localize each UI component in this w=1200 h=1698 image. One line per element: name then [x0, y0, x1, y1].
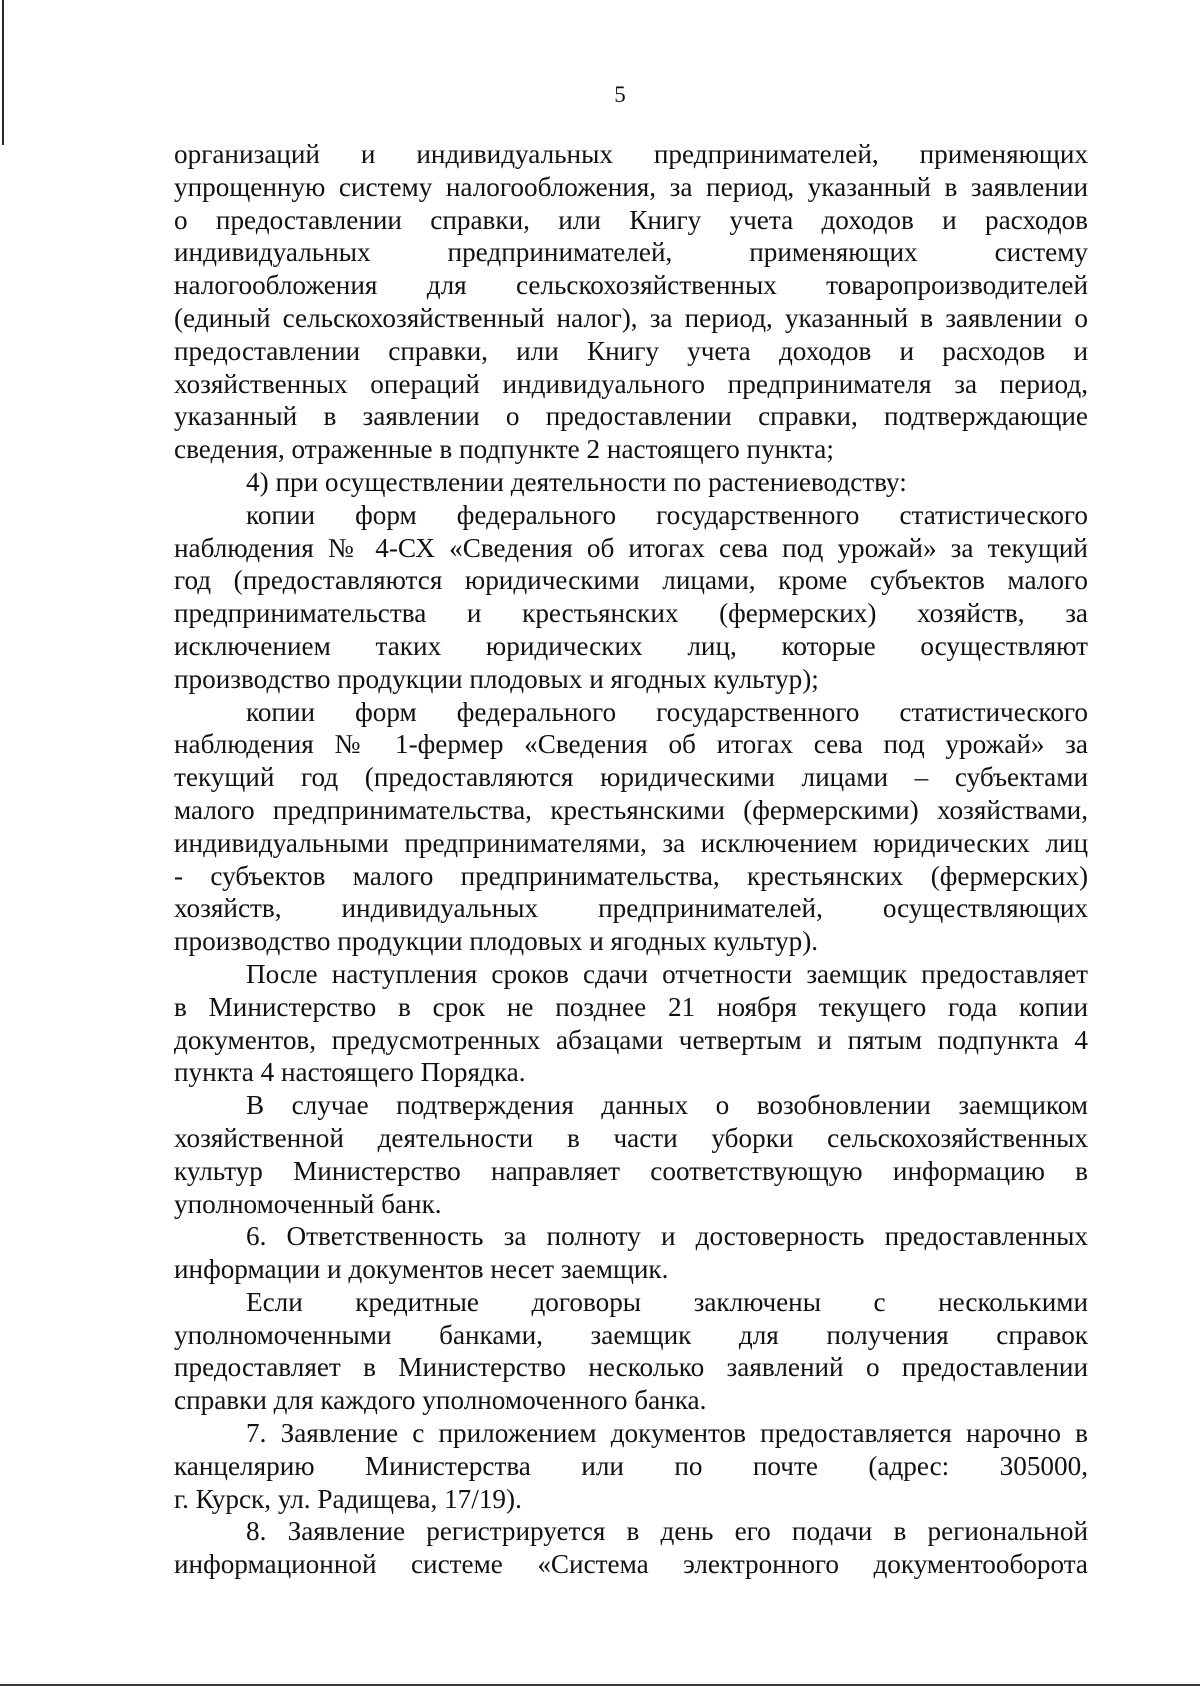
- text-line: информационной системе «Система электронного документооборота: [174, 1549, 1088, 1580]
- text-line: 4) при осуществлении деятельности по растениеводству:: [246, 466, 907, 497]
- text-line: культур Министерство направляет соответствующую информацию в: [174, 1155, 1088, 1186]
- text-line: наблюдения № 4-СХ «Сведения об итогах сева под урожай» за текущий: [174, 532, 1088, 563]
- paragraph-subitem-4: [174, 466, 1088, 499]
- text-line: указанный в заявлении о предоставлении справки, подтверждающие: [174, 401, 1088, 432]
- document-body: [174, 138, 1088, 1581]
- text-line: о предоставлении справки, или Книгу учета доходов и расходов: [174, 204, 1088, 235]
- page-number: 5: [614, 82, 626, 107]
- text-line: пункта 4 настоящего Порядка.: [174, 1057, 526, 1088]
- text-line: предоставляет в Министерство несколько заявлений о предоставлении: [174, 1352, 1088, 1383]
- paragraph-confirmation: [174, 1089, 1088, 1220]
- text-line: хозяйственных операций индивидуального предпринимателя за период,: [174, 368, 1088, 399]
- text-line: информации и документов несет заемщик.: [174, 1254, 669, 1285]
- text-line: производство продукции плодовых и ягодных культур).: [174, 926, 819, 957]
- text-line: В случае подтверждения данных о возобновлении заемщиком: [246, 1090, 1088, 1121]
- text-line: (единый сельскохозяйственный налог), за период, указанный в заявлении о: [174, 302, 1088, 333]
- text-line: документов, предусмотренных абзацами четвертым и пятым подпункта 4: [174, 1024, 1088, 1055]
- paragraph-copies-1-fermer: [174, 696, 1088, 958]
- text-line: После наступления сроков сдачи отчетности заемщик предоставляет: [246, 958, 1088, 989]
- text-line: канцелярию Министерства или по почте (адрес: 305000,: [174, 1450, 1088, 1481]
- text-line: текущий год (предоставляются юридическими лицами – субъектами: [174, 762, 1088, 793]
- text-line: 7. Заявление с приложением документов предоставляется нарочно в: [246, 1418, 1088, 1449]
- paragraph-continuation: [174, 138, 1088, 466]
- text-line: копии форм федерального государственного статистического: [246, 696, 1088, 727]
- text-line: хозяйственной деятельности в части уборки сельскохозяйственных: [174, 1122, 1088, 1153]
- text-line: предпринимательства и крестьянских (фермерских) хозяйств, за: [174, 598, 1088, 629]
- paragraph-after-reporting: [174, 958, 1088, 1089]
- paragraph-item-8: [174, 1515, 1088, 1581]
- text-line: уполномоченный банк.: [174, 1188, 442, 1219]
- paragraph-several-banks: [174, 1286, 1088, 1417]
- text-line: копии форм федерального государственного статистического: [246, 499, 1088, 530]
- text-line: 6. Ответственность за полноту и достоверность предоставленных: [246, 1221, 1088, 1252]
- text-line: в Министерство в срок не позднее 21 ноября текущего года копии: [174, 991, 1088, 1022]
- text-line: индивидуальных предпринимателей, применяющих систему: [174, 237, 1088, 268]
- paragraph-copies-4-sx: [174, 499, 1088, 696]
- scan-border-bottom: [0, 1684, 1200, 1686]
- text-line: индивидуальными предпринимателями, за исключением юридических лиц: [174, 827, 1088, 858]
- text-line: год (предоставляются юридическими лицами, кроме субъектов малого: [174, 565, 1088, 596]
- text-line: производство продукции плодовых и ягодных культур);: [174, 663, 819, 694]
- text-line: справки для каждого уполномоченного банка.: [174, 1385, 707, 1416]
- text-line: упрощенную систему налогообложения, за период, указанный в заявлении: [174, 171, 1088, 202]
- text-line: Если кредитные договоры заключены с несколькими: [246, 1286, 1088, 1317]
- text-line: 8. Заявление регистрируется в день его подачи в региональной: [246, 1516, 1088, 1547]
- text-line: исключением таких юридических лиц, которые осуществляют: [174, 630, 1088, 661]
- text-line: предоставлении справки, или Книгу учета доходов и расходов и: [174, 335, 1088, 366]
- text-line: сведения, отраженные в подпункте 2 настоящего пункта;: [174, 434, 834, 465]
- text-line: наблюдения № 1-фермер «Сведения об итогах сева под урожай» за: [174, 729, 1088, 760]
- text-line: г. Курск, ул. Радищева, 17/19).: [174, 1483, 522, 1514]
- text-line: организаций и индивидуальных предпринимателей, применяющих: [174, 139, 1088, 169]
- paragraph-item-7: [174, 1417, 1088, 1515]
- scan-border-left: [2, 0, 4, 145]
- text-line: - субъектов малого предпринимательства, крестьянских (фермерских): [174, 860, 1088, 891]
- text-line: малого предпринимательства, крестьянскими (фермерскими) хозяйствами,: [174, 794, 1088, 825]
- paragraph-item-6: [174, 1220, 1088, 1286]
- text-line: уполномоченными банками, заемщик для получения справок: [174, 1319, 1088, 1350]
- text-line: хозяйств, индивидуальных предпринимателей, осуществляющих: [174, 893, 1088, 924]
- text-line: налогообложения для сельскохозяйственных товаропроизводителей: [174, 270, 1088, 301]
